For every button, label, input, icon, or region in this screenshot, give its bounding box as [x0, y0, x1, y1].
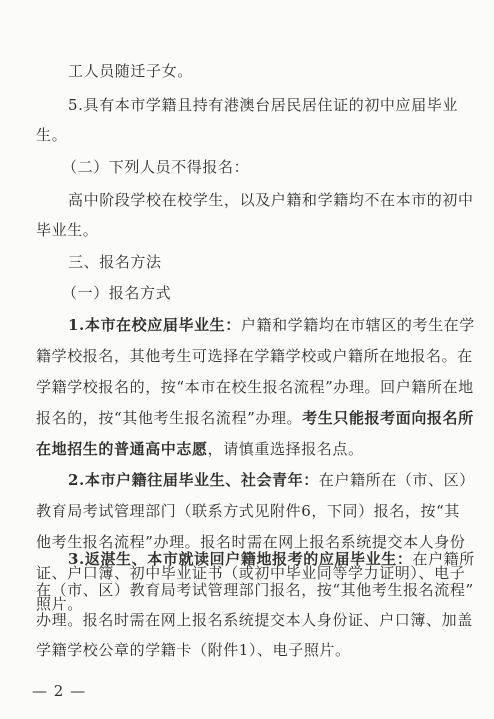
paragraph-text: 在户籍所在（市、区） — [318, 471, 475, 489]
section-heading: （二）下列人员不得报名： — [62, 158, 250, 176]
page-number: — 2 — — [32, 682, 87, 700]
paragraph-text: 在户籍所 — [412, 550, 475, 568]
section-heading: 三、报名方法 — [68, 253, 162, 271]
paragraph-line: 高中阶段学校在校学生，以及户籍和学籍均不在本市的初中 — [68, 191, 474, 209]
paragraph-lead: 1.本市在校应届毕业生： — [68, 316, 241, 334]
paragraph-text: 户籍和学籍均在市辖区的考生在学 — [240, 316, 475, 334]
paragraph-line: 他考生报名流程”办理。报名时需在网上报名系统提交本人身份 — [36, 533, 466, 551]
paragraph-line: 在（市、区）教育局考试管理部门报名，按“其他考生报名流程” — [36, 581, 474, 599]
paragraph-text: 报名的，按“其他考生报名流程”办理。 — [36, 409, 303, 427]
paragraph-line: 办理。报名时需在网上报名系统提交本人身份证、户口簿、加盖 — [36, 611, 473, 629]
paragraph-line: 证、户口簿、初中毕业证书（或初中毕业同等学力证明）、电子 — [36, 564, 466, 582]
paragraph-emphasis: 考生只能报考面向报名所 — [302, 409, 474, 427]
paragraph-emphasis: 在地招生的普通高中志愿 — [36, 440, 208, 458]
paragraph-line: 教育局考试管理部门（联系方式见附件6，下同）报名，按“其 — [36, 502, 461, 520]
paragraph-line: 学籍学校报名的，按“本市在校生报名流程”办理。回户籍所在地 — [36, 378, 474, 396]
paragraph-line: 籍学校报名，其他考生可选择在学籍学校或户籍所在地报名。在 — [36, 347, 473, 365]
paragraph-line: 工人员随迁子女。 — [68, 62, 193, 80]
paragraph-lead: 2.本市户籍往届毕业生、社会青年： — [68, 471, 319, 489]
paragraph-line: 5.具有本市学籍且持有港澳台居民居住证的初中应届毕业 — [68, 96, 458, 114]
paragraph-line: 毕业生。 — [36, 221, 99, 239]
paragraph-lead: 3.返湛生、本市就读回户籍地报考的应届毕业生： — [68, 550, 413, 568]
paragraph-line: 照片。 — [36, 595, 83, 613]
paragraph-line: 生。 — [36, 126, 68, 144]
section-heading: （一）报名方式 — [62, 284, 172, 302]
paragraph-line: 学籍学校公章的学籍卡（附件1）、电子照片。 — [36, 641, 351, 659]
paragraph-text: ，请慎重选择报名点。 — [207, 440, 364, 458]
